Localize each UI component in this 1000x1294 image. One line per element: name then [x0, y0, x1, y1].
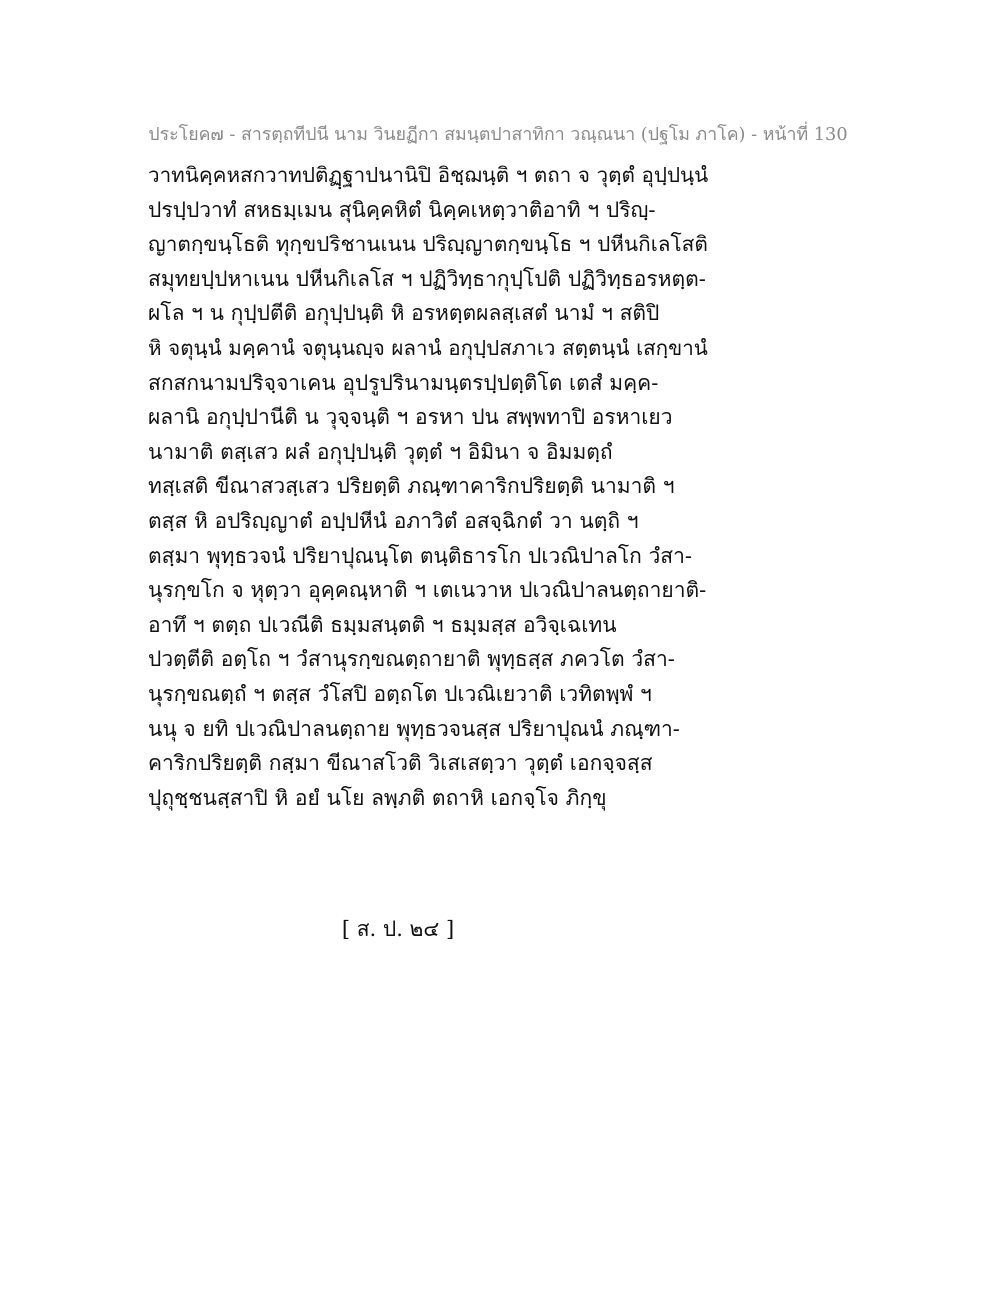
- text-line: ตสฺมา พุทฺธวจนํ ปริยาปุณนฺโต ตนฺติธารโก ปเวณิปาลโก วํสา-: [148, 543, 692, 568]
- text-line: นุรกฺขณตฺถํ ฯ ตสฺส วํโสปิ อตฺถโต ปเวณิเยวาติ เวทิตพฺพํ ฯ: [148, 681, 652, 706]
- text-line: นุรกฺขโก จ หุตฺวา อุคฺคณฺหาติ ฯ เตเนวาห ปเวณิปาลนตฺถายาติ-: [148, 578, 707, 603]
- text-line: ปรปฺปวาทํ สหธมฺเมน สุนิคฺคหิตํ นิคฺคเหตฺวาติอาทิ ฯ ปริญฺ-: [148, 197, 656, 222]
- text-line: อาทึ ฯ ตตฺถ ปเวณีติ ธมฺมสนฺตติ ฯ ธมฺมสฺส อวิจฺเฉเทน: [148, 612, 617, 637]
- text-line: วาทนิคฺคหสกวาทปติฏฺฐาปนานิปิ อิชฺฌนฺติ ฯ ตถา จ วุตฺตํ อุปฺปนฺนํ: [148, 163, 709, 187]
- text-line: ญาตกฺขนฺโธติ ทุกฺขปริชานเนน ปริญฺญาตกฺขนฺโธ ฯ ปหีนกิเลโสติ: [148, 232, 708, 257]
- text-line: สมุทยปฺปหาเนน ปหีนกิเลโส ฯ ปฏิวิทฺธากุปฺโปติ ปฏิวิทฺธอรหตฺต-: [148, 266, 706, 291]
- text-line: นนุ จ ยทิ ปเวณิปาลนตฺถาย พุทฺธวจนสฺส ปริยาปุณนํ ภณฺฑา-: [148, 716, 680, 741]
- text-line: ผลานิ อกุปฺปานีติ น วุจฺจนฺติ ฯ อรหา ปน สพฺพทาปิ อรหาเยว: [148, 405, 673, 430]
- text-line: หิ จตุนฺนํ มคฺคานํ จตุนฺนญฺจ ผลานํ อกุปฺปสภาเว สตฺตนฺนํ เสกฺขานํ: [148, 335, 708, 360]
- page-reference: [ ส. ป. ๒๔ ]: [341, 917, 455, 941]
- text-line: คาริกปริยตฺติ กสฺมา ขีณาสโวติ วิเสเสตฺวา วุตฺตํ เอกจฺจสฺส: [148, 751, 653, 776]
- text-line: ตสฺส หิ อปริญฺญาตํ อปฺปหีนํ อภาวิตํ อสจฺฉิกตํ วา นตฺถิ ฯ: [148, 508, 639, 533]
- text-line: ปวตฺตีติ อตฺโถ ฯ วํสานุรกฺขณตฺถายาติ พุทฺธสฺส ภควโต วํสา-: [148, 647, 675, 672]
- text-line: ทสฺเสติ ขีณาสวสฺเสว ปริยตฺติ ภณฺฑาคาริกปริยตฺติ นามาติ ฯ: [148, 474, 675, 499]
- text-line: ปุถุชฺชนสฺสาปิ หิ อยํ นโย ลพฺภติ ตถาหิ เอกจฺโจ ภิกฺขุ: [148, 785, 607, 810]
- body-text: [148, 158, 708, 815]
- text-line: นามาติ ตสฺเสว ผลํ อกุปฺปนฺติ วุตฺตํ ฯ อิมินา จ อิมมตฺถํ: [148, 439, 613, 464]
- text-line: สกสกนามปริจฺจาเคน อุปรูปรินามนฺตรปฺปตฺติโต เตสํ มคฺค-: [148, 370, 659, 395]
- running-header: ประโยค๗ - สารตฺถทีปนี นาม วินยฏีกา สมนฺตปาสาทิกา วณฺณนา (ปฐโม ภาโค) - หน้าที่ 130: [148, 125, 848, 145]
- text-line: ผโล ฯ น กุปฺปตีติ อกุปฺปนฺติ หิ อรหตฺตผลสฺเสตํ นามํ ฯ สติปิ: [148, 301, 660, 326]
